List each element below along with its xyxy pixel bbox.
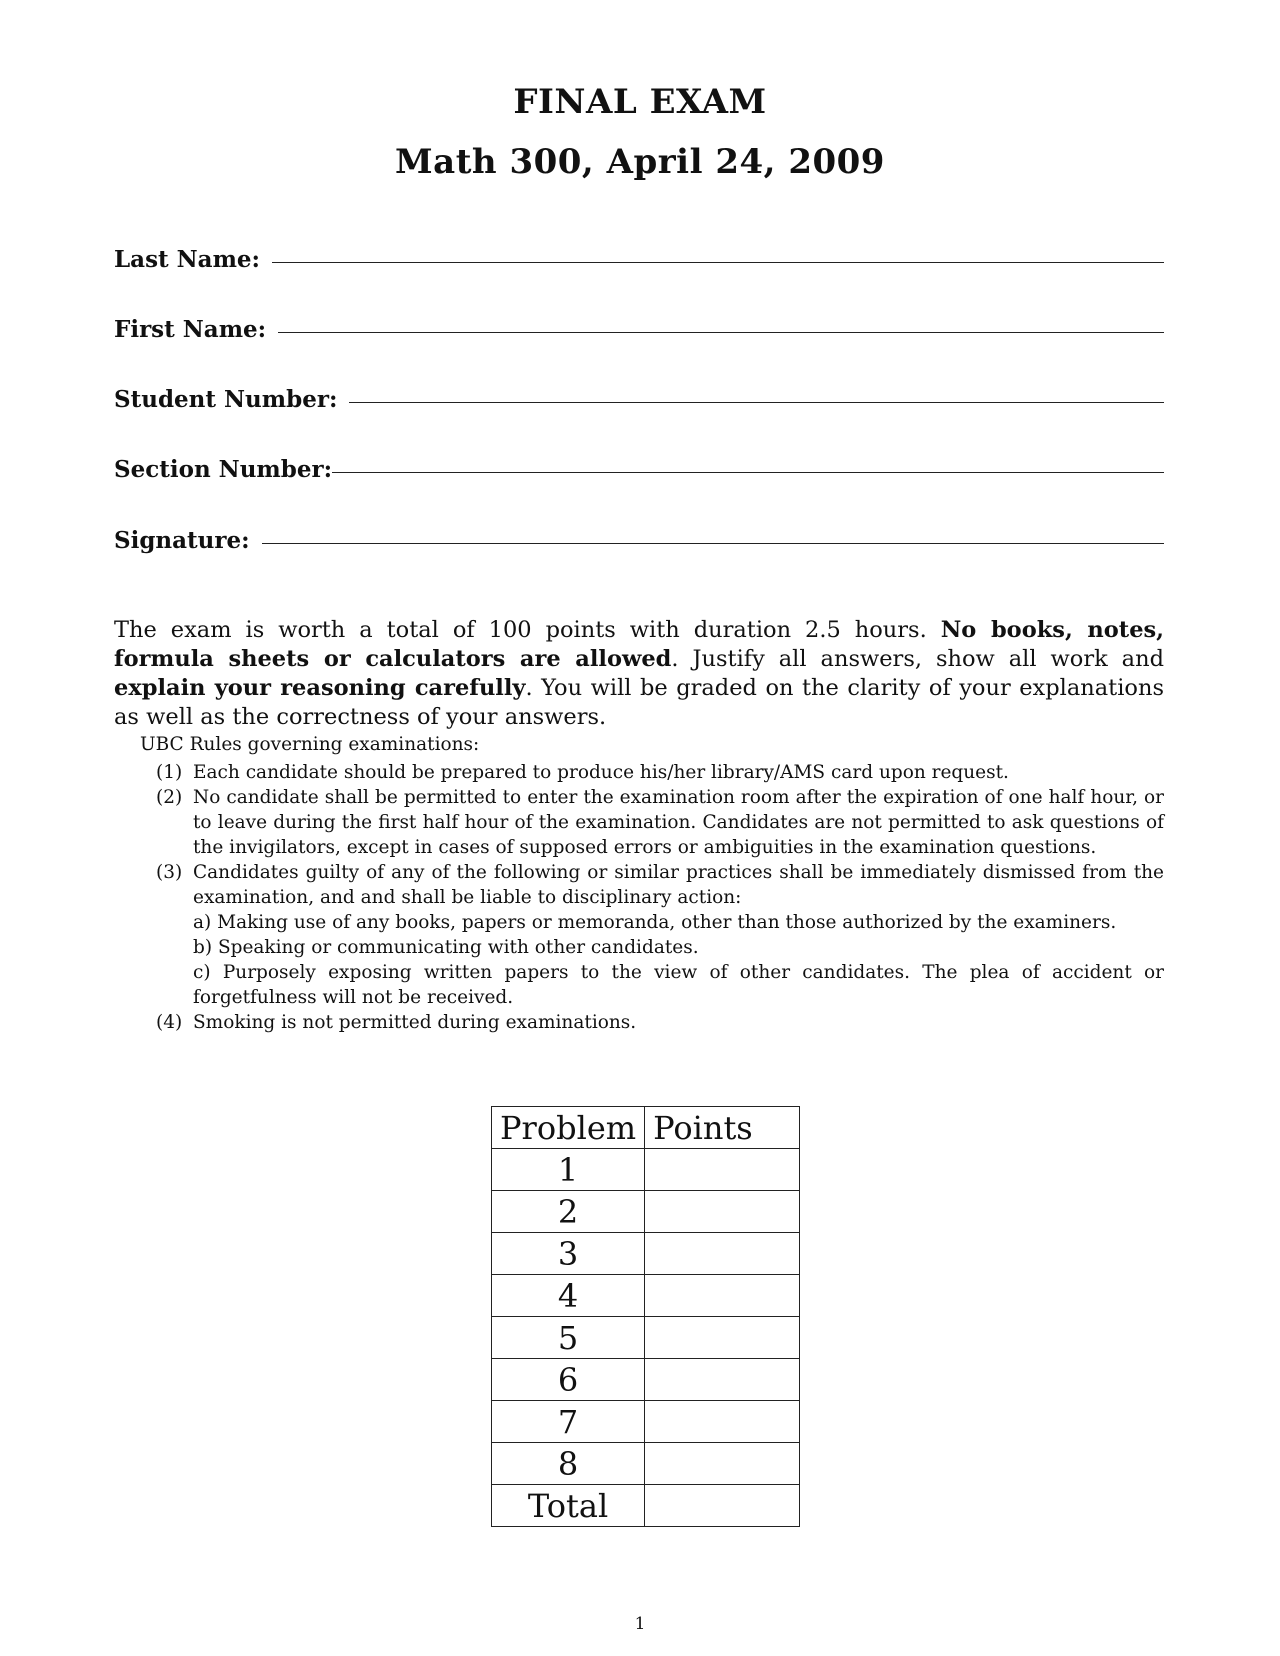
problem-cell: 3: [492, 1233, 645, 1275]
rule-subitem: c) Purposely exposing written papers to the view of other candidates. The plea of accident or forgetfulness will not be received.: [193, 962, 1164, 1008]
exam-title: FINAL EXAM: [513, 82, 767, 122]
score-table-header-row: [492, 1107, 800, 1149]
rules-list: [156, 760, 1164, 1035]
table-row: [492, 1317, 800, 1359]
rule-item: [156, 860, 1164, 1010]
first-name-blank[interactable]: [278, 331, 1164, 333]
last-name-blank[interactable]: [272, 261, 1164, 263]
rule-number: (4): [156, 1012, 183, 1033]
problem-cell: 5: [492, 1317, 645, 1359]
points-cell[interactable]: [645, 1401, 800, 1443]
table-row: [492, 1233, 800, 1275]
rule-subitem: a) Making use of any books, papers or memoranda, other than those authorized by the examiners.: [193, 912, 1117, 933]
rule-number: (1): [156, 762, 183, 783]
table-row: [492, 1275, 800, 1317]
first-name-field[interactable]: [114, 316, 1164, 343]
first-name-label: First Name:: [114, 316, 267, 343]
rule-text: Each candidate should be prepared to produce his/her library/AMS card upon request.: [193, 762, 1009, 783]
table-row: [492, 1149, 800, 1191]
points-cell[interactable]: [645, 1317, 800, 1359]
section-number-field[interactable]: [114, 456, 1164, 483]
table-row: [492, 1443, 800, 1485]
student-number-label: Student Number:: [114, 386, 338, 413]
section-number-blank[interactable]: [332, 471, 1164, 473]
score-table: [491, 1106, 800, 1527]
exam-instructions: [114, 616, 1164, 732]
section-number-label: Section Number:: [114, 456, 333, 483]
instructions-bold-1: No books, notes, formula sheets or calculators are allowed: [114, 617, 1165, 672]
points-column-header: Points: [645, 1107, 800, 1149]
points-cell[interactable]: [645, 1191, 800, 1233]
problem-cell: 1: [492, 1149, 645, 1191]
points-cell[interactable]: [645, 1233, 800, 1275]
rule-number: (2): [156, 787, 183, 808]
rule-text: No candidate shall be permitted to enter the examination room after the expiration of one half hour, or to leave during the first half hour of the examination. Candidates are not permitted to ask questions of the invigilators, except in cases of supposed errors or ambiguities in the examination questions.: [193, 787, 1164, 858]
exam-subtitle: Math 300, April 24, 2009: [395, 142, 885, 182]
rule-item: [156, 785, 1164, 860]
points-cell[interactable]: [645, 1359, 800, 1401]
problem-cell: 7: [492, 1401, 645, 1443]
rules-heading: UBC Rules governing examinations:: [140, 734, 480, 755]
last-name-field[interactable]: [114, 246, 1164, 273]
total-points-cell[interactable]: [645, 1485, 800, 1527]
last-name-label: Last Name:: [114, 246, 261, 273]
problem-cell: 2: [492, 1191, 645, 1233]
rule-text: Candidates guilty of any of the following or similar practices shall be immediately dismissed from the examination, and and shall be liable to disciplinary action:: [193, 862, 1164, 908]
instructions-text-1: The exam is worth a total of 100 points with duration 2.5 hours.: [114, 617, 941, 643]
table-row: [492, 1359, 800, 1401]
points-cell[interactable]: [645, 1149, 800, 1191]
page-number: 1: [634, 1614, 646, 1634]
rule-text-block: [193, 860, 1164, 1010]
problem-cell: 8: [492, 1443, 645, 1485]
problem-cell: 6: [492, 1359, 645, 1401]
table-row: [492, 1401, 800, 1443]
instructions-text-3: . You will be graded on the clarity of your explanations as well as the correctness of your answers.: [114, 675, 1164, 730]
problem-cell: 4: [492, 1275, 645, 1317]
table-row: [492, 1191, 800, 1233]
rule-item: [156, 1010, 1164, 1035]
student-number-field[interactable]: [114, 386, 1164, 413]
points-cell[interactable]: [645, 1275, 800, 1317]
total-cell: Total: [492, 1485, 645, 1527]
points-cell[interactable]: [645, 1443, 800, 1485]
signature-label: Signature:: [114, 527, 250, 554]
rule-text: Smoking is not permitted during examinations.: [193, 1012, 637, 1033]
rule-number: (3): [156, 862, 183, 883]
student-number-blank[interactable]: [349, 401, 1164, 403]
table-row: [492, 1485, 800, 1527]
rule-subitem: b) Speaking or communicating with other candidates.: [193, 937, 699, 958]
signature-blank[interactable]: [262, 542, 1164, 544]
signature-field[interactable]: [114, 527, 1164, 554]
problem-column-header: Problem: [492, 1107, 645, 1149]
instructions-text-2: . Justify all answers, show all work and: [671, 646, 1164, 672]
instructions-bold-2: explain your reasoning carefully: [114, 675, 526, 701]
rule-item: [156, 760, 1164, 785]
